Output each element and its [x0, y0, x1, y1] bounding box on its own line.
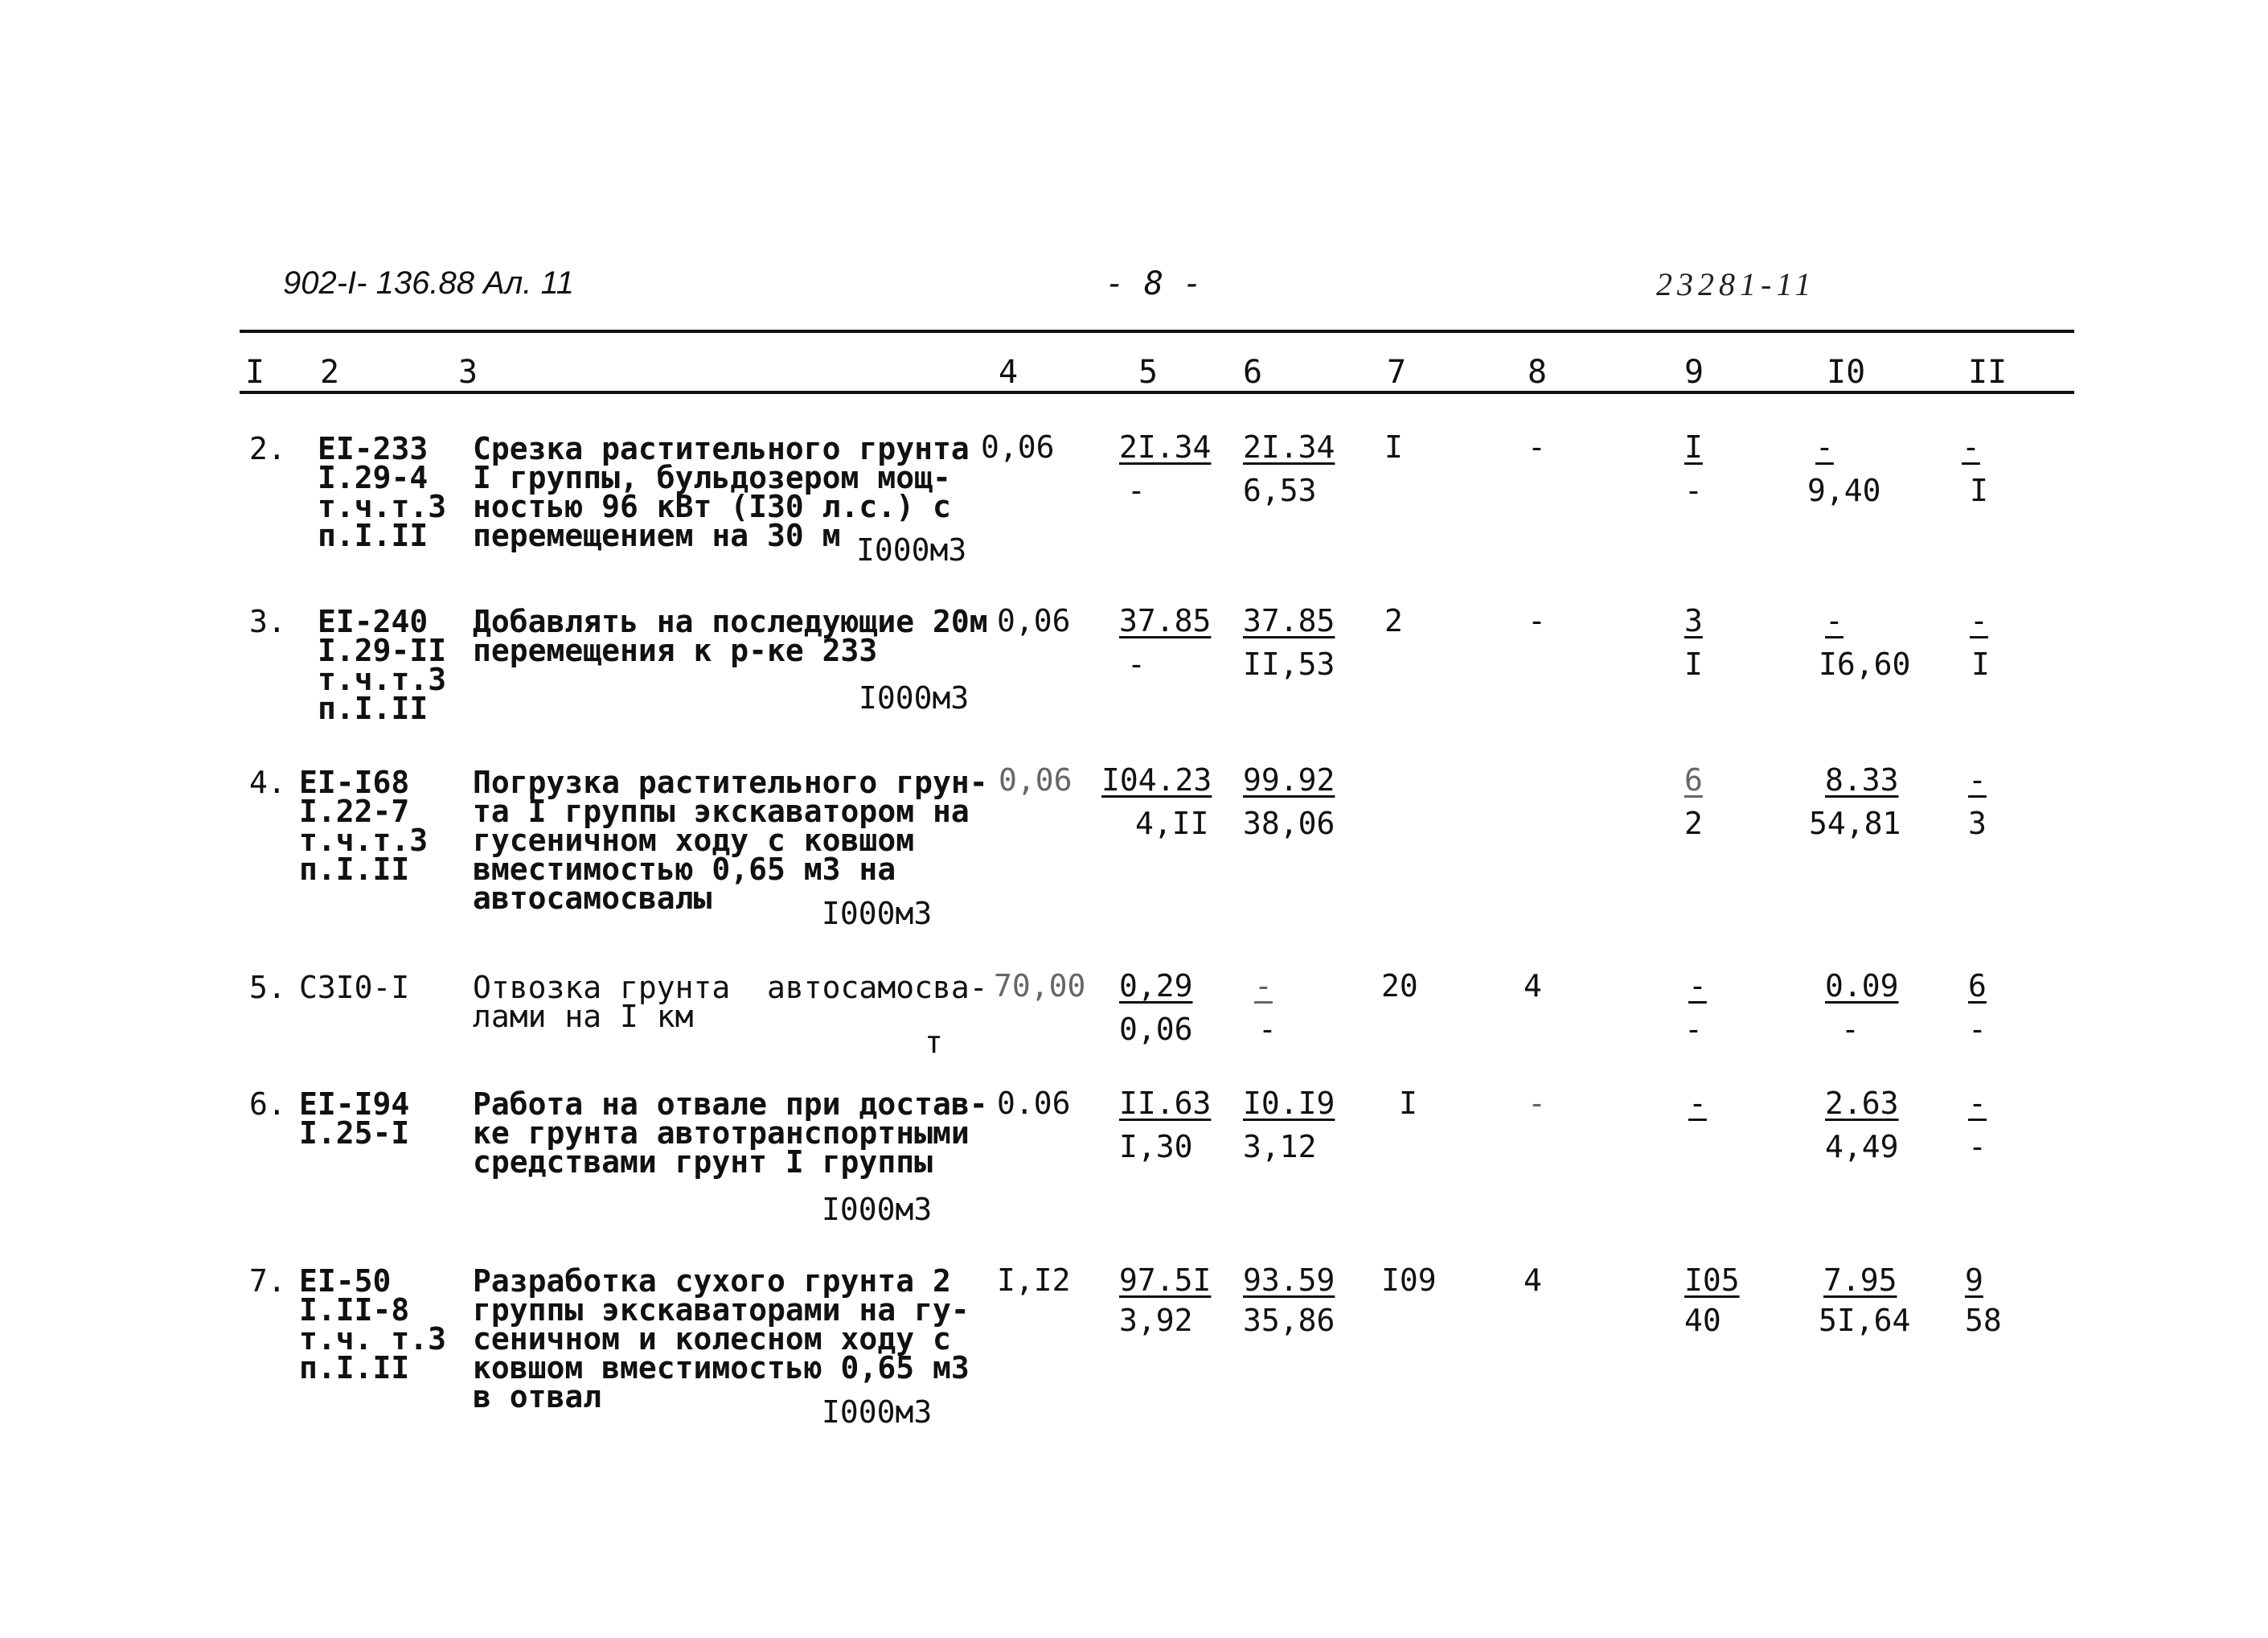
col10-top: -	[1825, 603, 1844, 638]
col-header-10: I0	[1827, 354, 1866, 391]
norm-code-line: I.29-II	[318, 633, 447, 668]
col11-top: -	[1968, 762, 1987, 798]
norm-code-line: EI-240	[318, 604, 429, 639]
col9-top: -	[1688, 968, 1707, 1004]
norm-code-line: п.I.II	[299, 1350, 410, 1386]
quantity: 0.06	[997, 1086, 1071, 1121]
norm-code-line: т.ч.т.3	[318, 662, 447, 697]
col10-top: 0.09	[1825, 968, 1899, 1004]
col5-top: 37.85	[1119, 603, 1212, 638]
col9-bottom: 2	[1684, 806, 1703, 841]
col10-bottom: 4,49	[1825, 1129, 1899, 1164]
work-description-line: группы экскаваторами на гу-	[473, 1292, 970, 1328]
col5-top: 0,29	[1119, 968, 1193, 1004]
work-description-line: I группы, бульдозером мощ-	[473, 460, 951, 495]
row-number: 7.	[249, 1263, 286, 1299]
col10-top: 8.33	[1825, 762, 1899, 798]
document-code: 902-I- 136.88 Ал. 11	[283, 265, 575, 301]
col7-value: I09	[1381, 1262, 1437, 1298]
col10-bottom: 9,40	[1807, 473, 1881, 508]
col10-bottom: 54,81	[1809, 806, 1901, 841]
col9-top: I	[1684, 429, 1703, 465]
col9-bottom: I	[1684, 647, 1703, 682]
col-header-3: 3	[458, 354, 478, 391]
col6-bottom: 3,12	[1243, 1129, 1317, 1164]
col10-bottom: 5I,64	[1819, 1303, 1911, 1338]
work-description-line: в отвал	[473, 1379, 602, 1414]
norm-code-line: I.22-7	[299, 794, 410, 829]
work-description-line: перемещением на 30 м	[473, 518, 841, 553]
work-description-line: сеничном и колесном ходу с	[473, 1321, 951, 1357]
norm-code-line: C3I0-I	[299, 970, 410, 1005]
col11-bottom: I	[1971, 647, 1990, 682]
col7-value: 20	[1381, 968, 1418, 1004]
norm-code-line: п.I.II	[318, 691, 429, 726]
col9-bottom: 40	[1684, 1303, 1721, 1338]
col-header-8: 8	[1528, 354, 1548, 391]
col11-top: -	[1968, 1086, 1987, 1121]
row-number: 4.	[249, 765, 286, 800]
work-description-line: Добавлять на последующие 20м	[473, 604, 988, 639]
norm-code-line: т.ч.т.3	[299, 823, 429, 858]
norm-code-line: I.25-I	[299, 1115, 410, 1151]
col-header-4: 4	[999, 354, 1019, 391]
col11-bottom: -	[1968, 1012, 1987, 1047]
col8-value: 4	[1524, 1262, 1542, 1298]
quantity: 0,06	[997, 603, 1071, 638]
quantity: 0,06	[981, 429, 1055, 465]
col6-bottom: -	[1258, 1012, 1277, 1047]
col9-top: I05	[1684, 1262, 1740, 1298]
col5-bottom: 4,II	[1135, 806, 1209, 841]
page-number: - 8 -	[1105, 265, 1203, 302]
work-description-line: перемещения к р-ке 233	[473, 633, 878, 668]
col5-bottom: -	[1127, 647, 1146, 682]
col9-top: 6	[1684, 762, 1703, 798]
col-header-6: 6	[1243, 354, 1263, 391]
col11-top: -	[1970, 603, 1988, 638]
table-header-rule	[240, 391, 2074, 394]
col6-bottom: II,53	[1243, 647, 1335, 682]
col5-top: I04.23	[1101, 762, 1212, 798]
col7-value: I	[1399, 1086, 1417, 1121]
work-description-line: Работа на отвале при достав-	[473, 1086, 988, 1122]
col10-bottom: -	[1841, 1012, 1860, 1047]
row-number: 3.	[249, 604, 286, 639]
col11-bottom: 3	[1968, 806, 1987, 841]
work-description-line: Погрузка растительного грун-	[473, 765, 988, 800]
col11-bottom: -	[1968, 1129, 1987, 1164]
unit-of-measure: т	[925, 1024, 943, 1060]
col11-bottom: I	[1970, 473, 1988, 508]
row-number: 2.	[249, 431, 286, 466]
row-number: 5.	[249, 970, 286, 1005]
col5-bottom: 3,92	[1119, 1303, 1193, 1338]
col-header-5: 5	[1138, 354, 1159, 391]
col9-top: -	[1688, 1086, 1707, 1121]
col6-bottom: 38,06	[1243, 806, 1335, 841]
quantity: I,I2	[997, 1262, 1071, 1298]
quantity: 70,00	[994, 968, 1086, 1004]
work-description-line: ковшом вместимостью 0,65 м3	[473, 1350, 970, 1386]
col5-top: 97.5I	[1119, 1262, 1212, 1298]
col8-value: -	[1528, 1086, 1546, 1121]
unit-of-measure: I000м3	[822, 1192, 933, 1227]
work-description-line: средствами грунт I группы	[473, 1144, 933, 1180]
col11-top: -	[1962, 429, 1980, 465]
col10-top: -	[1815, 429, 1834, 465]
norm-code-line: EI-I68	[299, 765, 410, 800]
norm-code-line: EI-50	[299, 1263, 392, 1299]
col-header-7: 7	[1387, 354, 1407, 391]
col5-bottom: 0,06	[1119, 1012, 1193, 1047]
work-description-line: гусеничном ходу с ковшом	[473, 823, 915, 858]
norm-code-line: EI-I94	[299, 1086, 410, 1122]
col5-top: II.63	[1119, 1086, 1212, 1121]
work-description-line: вместимостью 0,65 м3 на	[473, 852, 896, 887]
work-description-line: ке грунта автотранспортными	[473, 1115, 970, 1151]
norm-code-line: т.ч.т.3	[318, 489, 447, 524]
sheet-number: 23281-11	[1656, 266, 1816, 302]
unit-of-measure: I000м3	[859, 680, 970, 716]
col8-value: -	[1528, 429, 1546, 465]
col10-top: 7.95	[1823, 1262, 1897, 1298]
col5-top: 2I.34	[1119, 429, 1212, 465]
norm-code-line: EI-233	[318, 431, 429, 466]
work-description-line: та I группы экскаватором на	[473, 794, 970, 829]
col11-top: 9	[1965, 1262, 1983, 1298]
col11-bottom: 58	[1965, 1303, 2002, 1338]
col-header-9: 9	[1684, 354, 1704, 391]
col5-bottom: -	[1127, 473, 1146, 508]
table-top-rule	[240, 330, 2074, 333]
unit-of-measure: I000м3	[856, 532, 967, 568]
norm-code-line: I.II-8	[299, 1292, 410, 1328]
col6-top: 99.92	[1243, 762, 1335, 798]
norm-code-line: п.I.II	[318, 518, 429, 553]
unit-of-measure: I000м3	[822, 1394, 933, 1430]
col8-value: 4	[1524, 968, 1542, 1004]
col6-top: 2I.34	[1243, 429, 1335, 465]
col6-top: 37.85	[1243, 603, 1335, 638]
quantity: 0,06	[999, 762, 1072, 798]
work-description-line: лами на I км	[473, 999, 694, 1034]
col6-bottom: 35,86	[1243, 1303, 1335, 1338]
unit-of-measure: I000м3	[822, 896, 933, 931]
col11-top: 6	[1968, 968, 1987, 1004]
col7-value: 2	[1384, 603, 1403, 638]
row-number: 6.	[249, 1086, 286, 1122]
work-description-line: Срезка растительного грунта	[473, 431, 970, 466]
col6-bottom: 6,53	[1243, 473, 1317, 508]
norm-code-line: I.29-4	[318, 460, 429, 495]
work-description-line: Разработка сухого грунта 2	[473, 1263, 951, 1299]
col7-value: I	[1384, 429, 1403, 465]
col9-bottom: -	[1684, 473, 1703, 508]
work-description-line: ностью 96 кВт (I30 л.с.) с	[473, 489, 951, 524]
col-header-1: I	[245, 354, 265, 391]
norm-code-line: т.ч. т.3	[299, 1321, 447, 1357]
work-description-line: Отвозка грунта автосамосва-	[473, 970, 988, 1005]
col6-top: I0.I9	[1243, 1086, 1335, 1121]
norm-code-line: п.I.II	[299, 852, 410, 887]
col9-top: 3	[1684, 603, 1703, 638]
col-header-2: 2	[320, 354, 340, 391]
col6-top: 93.59	[1243, 1262, 1335, 1298]
col6-top: -	[1254, 968, 1273, 1004]
col8-value: -	[1528, 603, 1546, 638]
work-description-line: автосамосвалы	[473, 881, 712, 916]
col9-bottom: -	[1684, 1012, 1703, 1047]
col5-bottom: I,30	[1119, 1129, 1193, 1164]
col-header-11: II	[1968, 354, 2008, 391]
col10-top: 2.63	[1825, 1086, 1899, 1121]
col10-bottom: I6,60	[1819, 647, 1911, 682]
